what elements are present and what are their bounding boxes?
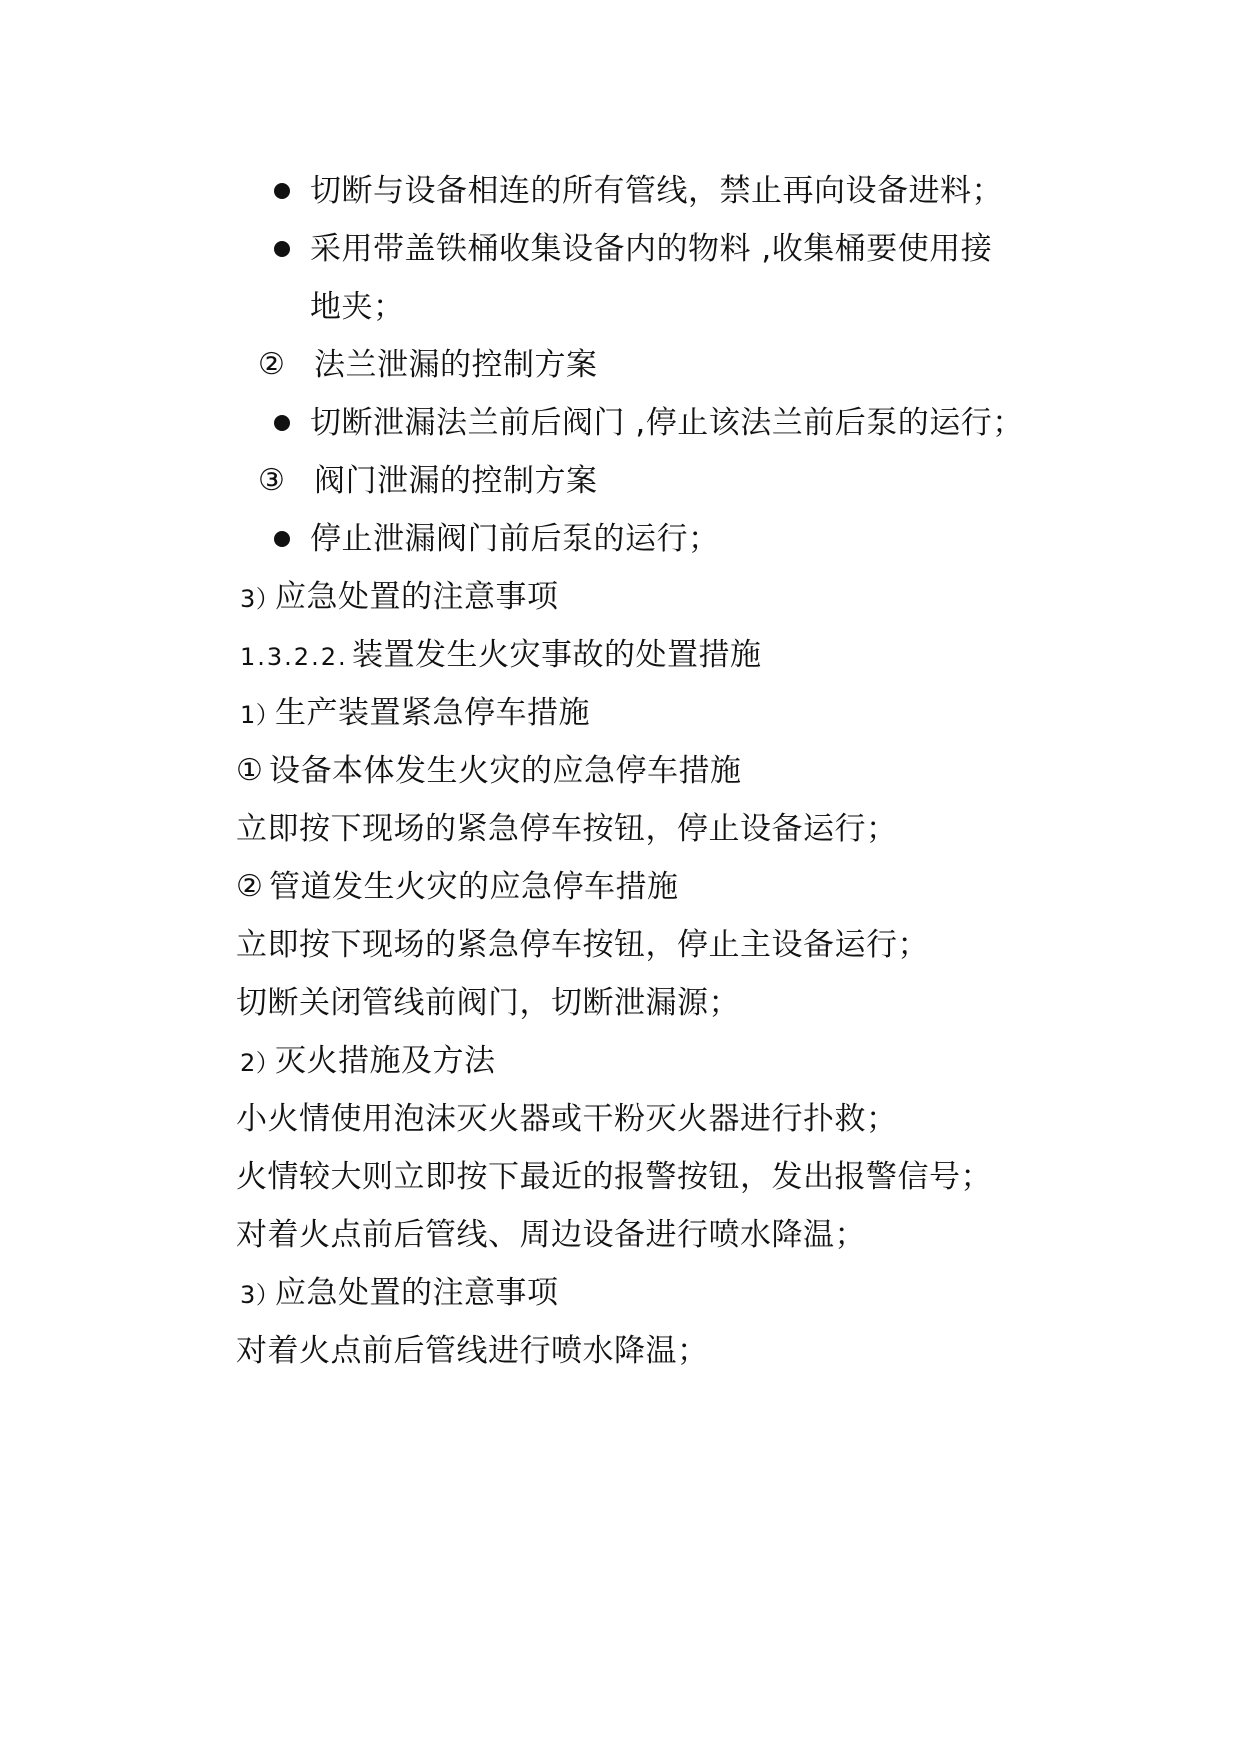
bullet-dot-icon bbox=[274, 183, 290, 199]
item-marker: ③ bbox=[258, 463, 286, 498]
paragraph-text: 对着火点前后管线、周边设备进行喷水降温； bbox=[236, 1217, 866, 1253]
bullet-dot-icon bbox=[274, 531, 290, 547]
item-marker: ② bbox=[258, 347, 286, 382]
item-marker: ① bbox=[236, 753, 264, 788]
subheading-text: 设备本体发生火灾的应急停车措施 bbox=[269, 753, 742, 789]
section-heading: 灭火措施及方法 bbox=[275, 1043, 496, 1079]
section-heading: 装置发生火灾事故的处置措施 bbox=[352, 637, 762, 673]
section-heading: 生产装置紧急停车措施 bbox=[275, 695, 590, 731]
section-number: 3） bbox=[240, 585, 281, 613]
item-marker: ② bbox=[236, 869, 264, 904]
bullet-text-continuation: 地夹； bbox=[310, 289, 405, 325]
section-number: 2） bbox=[240, 1049, 281, 1077]
bullet-text: 切断与设备相连的所有管线，禁止再向设备进料； bbox=[310, 173, 1003, 209]
bullet-text: 切断泄漏法兰前后阀门 ,停止该法兰前后泵的运行； bbox=[310, 405, 1024, 441]
bullet-text: 停止泄漏阀门前后泵的运行； bbox=[310, 521, 720, 557]
section-number: 1.3.2.2. bbox=[240, 643, 348, 671]
section-number: 1） bbox=[240, 701, 281, 729]
paragraph-text: 切断关闭管线前阀门，切断泄漏源； bbox=[236, 985, 740, 1021]
bullet-text: 采用带盖铁桶收集设备内的物料 ,收集桶要使用接 bbox=[310, 231, 993, 267]
section-heading: 应急处置的注意事项 bbox=[275, 579, 559, 615]
paragraph-text: 小火情使用泡沫灭火器或干粉灭火器进行扑救； bbox=[236, 1101, 898, 1137]
paragraph-text: 火情较大则立即按下最近的报警按钮，发出报警信号； bbox=[236, 1159, 992, 1195]
section-number: 3） bbox=[240, 1281, 281, 1309]
paragraph-text: 立即按下现场的紧急停车按钮，停止设备运行； bbox=[236, 811, 898, 847]
section-heading: 应急处置的注意事项 bbox=[275, 1275, 559, 1311]
paragraph-text: 对着火点前后管线进行喷水降温； bbox=[236, 1333, 709, 1369]
paragraph-text: 立即按下现场的紧急停车按钮，停止主设备运行； bbox=[236, 927, 929, 963]
bullet-dot-icon bbox=[274, 415, 290, 431]
subheading-text: 管道发生火灾的应急停车措施 bbox=[269, 869, 679, 905]
subheading-text: 法兰泄漏的控制方案 bbox=[314, 347, 598, 383]
bullet-dot-icon bbox=[274, 241, 290, 257]
subheading-text: 阀门泄漏的控制方案 bbox=[314, 463, 598, 499]
